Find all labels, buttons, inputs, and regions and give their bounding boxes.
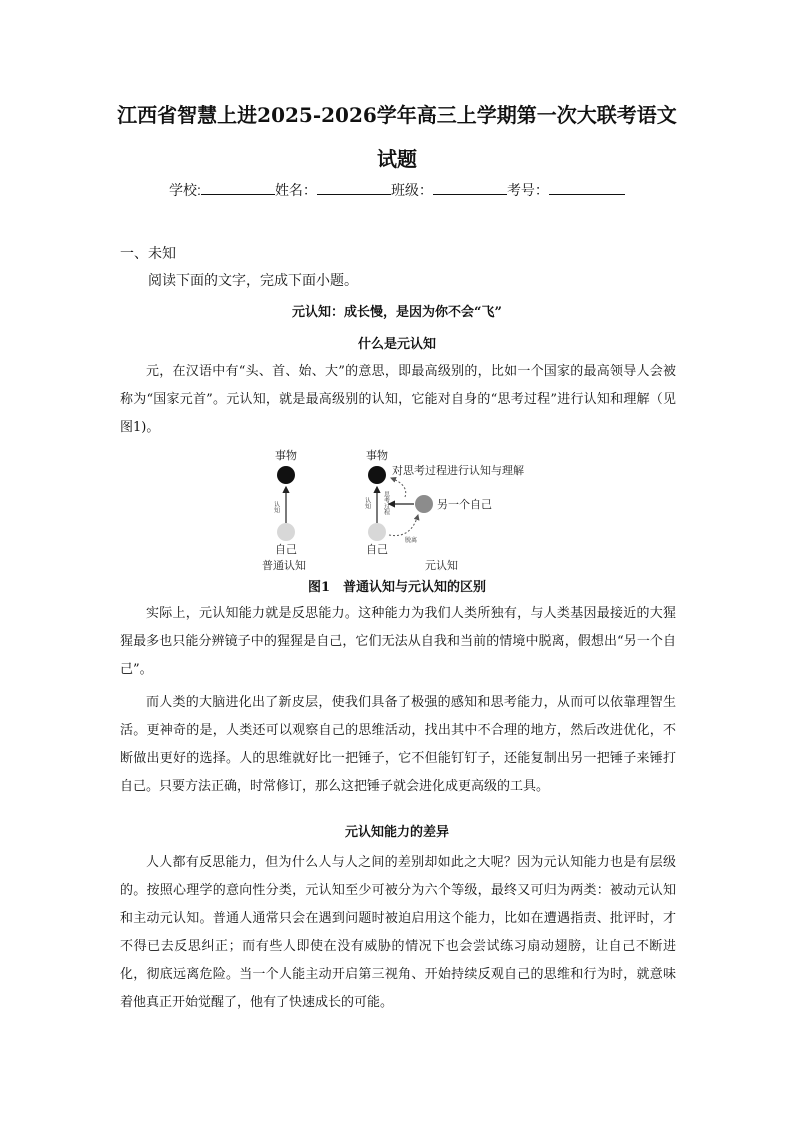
other-self-label: 另一个自己 (437, 498, 492, 511)
article-subtitle-2: 元认知能力的差异 (344, 825, 449, 840)
left-caption: 普通认知 (262, 559, 306, 572)
meta-label: 对思考过程进行认知与理解 (392, 464, 524, 477)
class-label: 班级： (390, 182, 433, 198)
right-top-label: 事物 (366, 449, 388, 462)
page-title-line2: 试题 (377, 147, 417, 171)
section-instruction: 阅读下面的文字，完成下面小题。 (148, 272, 358, 288)
paragraph-3: 而人类的大脑进化出了新皮层，使我们具备了极强的感知和思考能力，从而可以依靠理智生活。更神奇的是，人类还可以观察自己的思维活动，找出其中不合理的地方，然后改进优化，不断做出更好的选择。人的思维就好比一把锤子，它不但能钉钉子，还能复制出另一把锤子来锤打自己。只要方法正确，时常修订，那么这把锤子就会进化成更高级的工具。 (120, 695, 676, 794)
right-caption: 元认知 (425, 559, 458, 572)
right-self-node (368, 523, 386, 541)
figure-diagram (255, 445, 545, 575)
paragraph-2: 实际上，元认知能力就是反思能力。这种能力为我们人类所独有，与人类基因最接近的大猩猩最多也只能分辨镜子中的猩猩是自己，它们无法从自我和当前的情境中脱离，假想出“另一个自己”。 (120, 606, 676, 677)
right-thing-node (368, 466, 386, 484)
article-subtitle-1: 什么是元认知 (357, 337, 436, 352)
paragraph-1: 元，在汉语中有“头、首、始、大”的意思，即最高级别的，比如一个国家的最高领导人会被称为“国家元首”。元认知，就是最高级别的认知，它能对自身的“思考过程”进行认知和理解（见图1)。 (120, 364, 676, 435)
student-info-line (0, 180, 794, 200)
other-self-node (415, 495, 433, 513)
number-field[interactable] (549, 180, 625, 195)
right-bottom-label: 自己 (366, 543, 388, 556)
name-field[interactable] (317, 180, 391, 195)
left-thing-node (277, 466, 295, 484)
page-title: 江西省智慧上进2025-2026学年高三上学期第一次大联考语文 (117, 103, 677, 127)
left-bottom-label: 自己 (275, 543, 297, 556)
left-arrow-text: 认知 (272, 501, 280, 513)
number-label: 考号： (506, 182, 549, 198)
right-arrow-text-1: 认知 (363, 497, 371, 509)
school-label: 学校: (169, 182, 201, 198)
right-arrow-text-2: 思考过程 (382, 491, 390, 515)
class-field[interactable] (433, 180, 507, 195)
left-self-node (277, 523, 295, 541)
section-heading: 一、未知 (120, 245, 176, 261)
detach-label: 脱离 (405, 537, 418, 544)
left-top-label: 事物 (275, 449, 297, 462)
paragraph-4: 人人都有反思能力，但为什么人与人之间的差别却如此之大呢？因为元认知能力也是有层级的。按照心理学的意向性分类，元认知至少可被分为六个等级，最终又可归为两类：被动元认知和主动元认知。普通人通常只会在遇到问题时被迫启用这个能力，比如在遭遇指责、批评时，才不得已去反思纠正；而有些人即使在没有威胁的情况下也会尝试练习扇动翅膀，让自己不断进化，彻底远离危险。当一个人能主动开启第三视角、开始持续反观自己的思维和行为时，就意味着他真正开始觉醒了，他有了快速成长的可能。 (120, 855, 676, 1010)
article-title: 元认知：成长慢，是因为你不会“飞” (292, 305, 502, 320)
figure-caption: 图1 普通认知与元认知的区别 (307, 580, 487, 595)
name-label: 姓名： (274, 182, 317, 198)
school-field[interactable] (201, 180, 275, 195)
